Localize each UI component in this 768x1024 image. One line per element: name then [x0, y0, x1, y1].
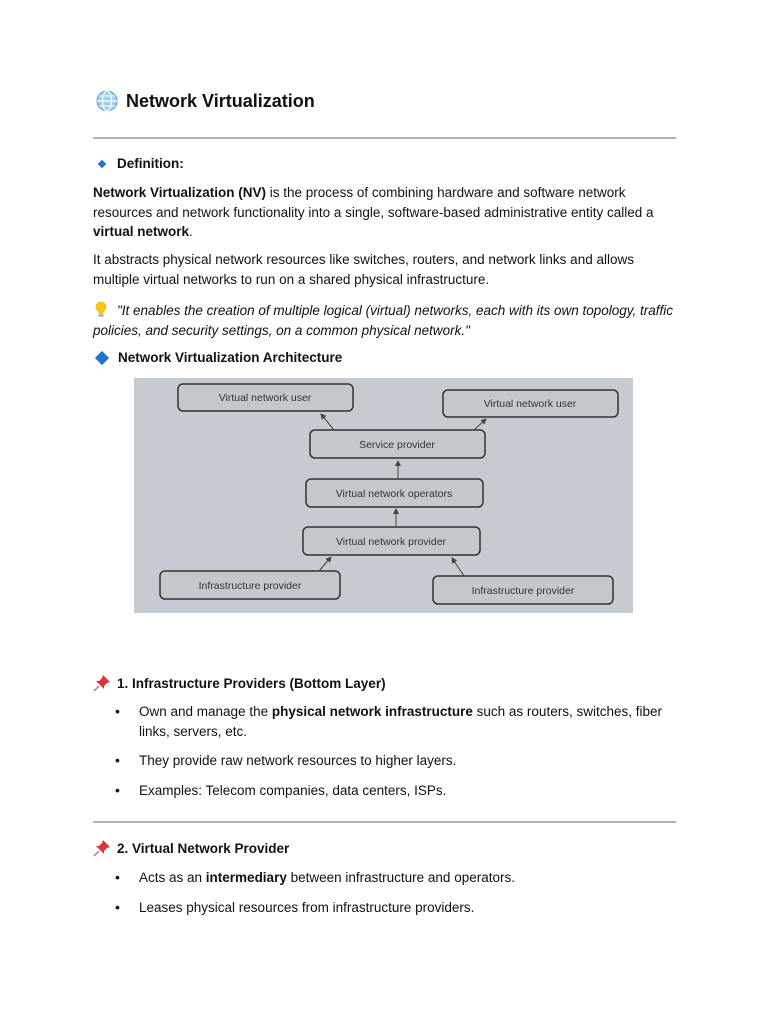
box-virtual-network-provider [303, 527, 480, 555]
svg-text:Infrastructure provider: Infrastructure provider [471, 585, 575, 597]
box-virtual-network-operators [306, 479, 483, 507]
architecture-heading: Network Virtualization Architecture [93, 350, 342, 365]
divider [93, 137, 676, 139]
svg-text:Virtual network user: Virtual network user [483, 398, 577, 410]
list-item: • Leases physical resources from infrastructure providers. [93, 898, 676, 918]
title-row [96, 90, 315, 112]
svg-text:Virtual network operators: Virtual network operators [335, 488, 453, 500]
section1-list [93, 702, 676, 810]
svg-text:Infrastructure provider: Infrastructure provider [198, 580, 302, 592]
list-item: • Examples: Telecom companies, data centers, ISPs. [93, 781, 676, 801]
svg-text:Service provider: Service provider [359, 439, 435, 451]
list-item: • They provide raw network resources to higher layers. [93, 751, 676, 771]
section2-heading: 2. Virtual Network Provider [93, 839, 289, 857]
definition-heading: Definition: [93, 156, 184, 171]
section2-list [93, 868, 676, 927]
globe-icon [96, 90, 118, 112]
lightbulb-icon [93, 300, 109, 318]
pushpin-icon [93, 674, 111, 692]
box-infrastructure-provider-left [160, 571, 340, 599]
list-item: • Acts as an intermediary between infrastructure and operators. [93, 868, 676, 888]
svg-text:Virtual network user: Virtual network user [218, 392, 312, 404]
box-virtual-network-user-left [178, 384, 353, 411]
abstract-paragraph: It abstracts physical network resources like switches, routers, and network links and allows multiple virtual networks to run on a shared physical infrastructure. [93, 252, 634, 287]
box-virtual-network-user-right [443, 390, 618, 417]
definition-paragraph: Network Virtualization (NV) is the process of combining hardware and software network resources and network functionality into a single, software-based administrative entity called a virtual network. [93, 185, 654, 239]
pushpin-icon [93, 839, 111, 857]
box-service-provider [310, 430, 485, 458]
architecture-diagram-svg [134, 378, 633, 613]
section1-heading: 1. Infrastructure Providers (Bottom Layer) [93, 674, 386, 692]
divider [93, 821, 676, 823]
diamond-bullet-icon [95, 350, 109, 364]
quote-paragraph: "It enables the creation of multiple logical (virtual) networks, each with its own topology, traffic policies, and security settings, on a common physical network." [93, 300, 676, 340]
svg-text:Virtual network provider: Virtual network provider [335, 536, 447, 548]
page-title: Network Virtualization [126, 90, 315, 111]
list-item: • Own and manage the physical network infrastructure such as routers, switches, fiber links, servers, etc. [93, 702, 676, 741]
box-infrastructure-provider-right [433, 576, 613, 604]
architecture-diagram [134, 378, 633, 613]
diamond-bullet-icon [98, 159, 106, 167]
